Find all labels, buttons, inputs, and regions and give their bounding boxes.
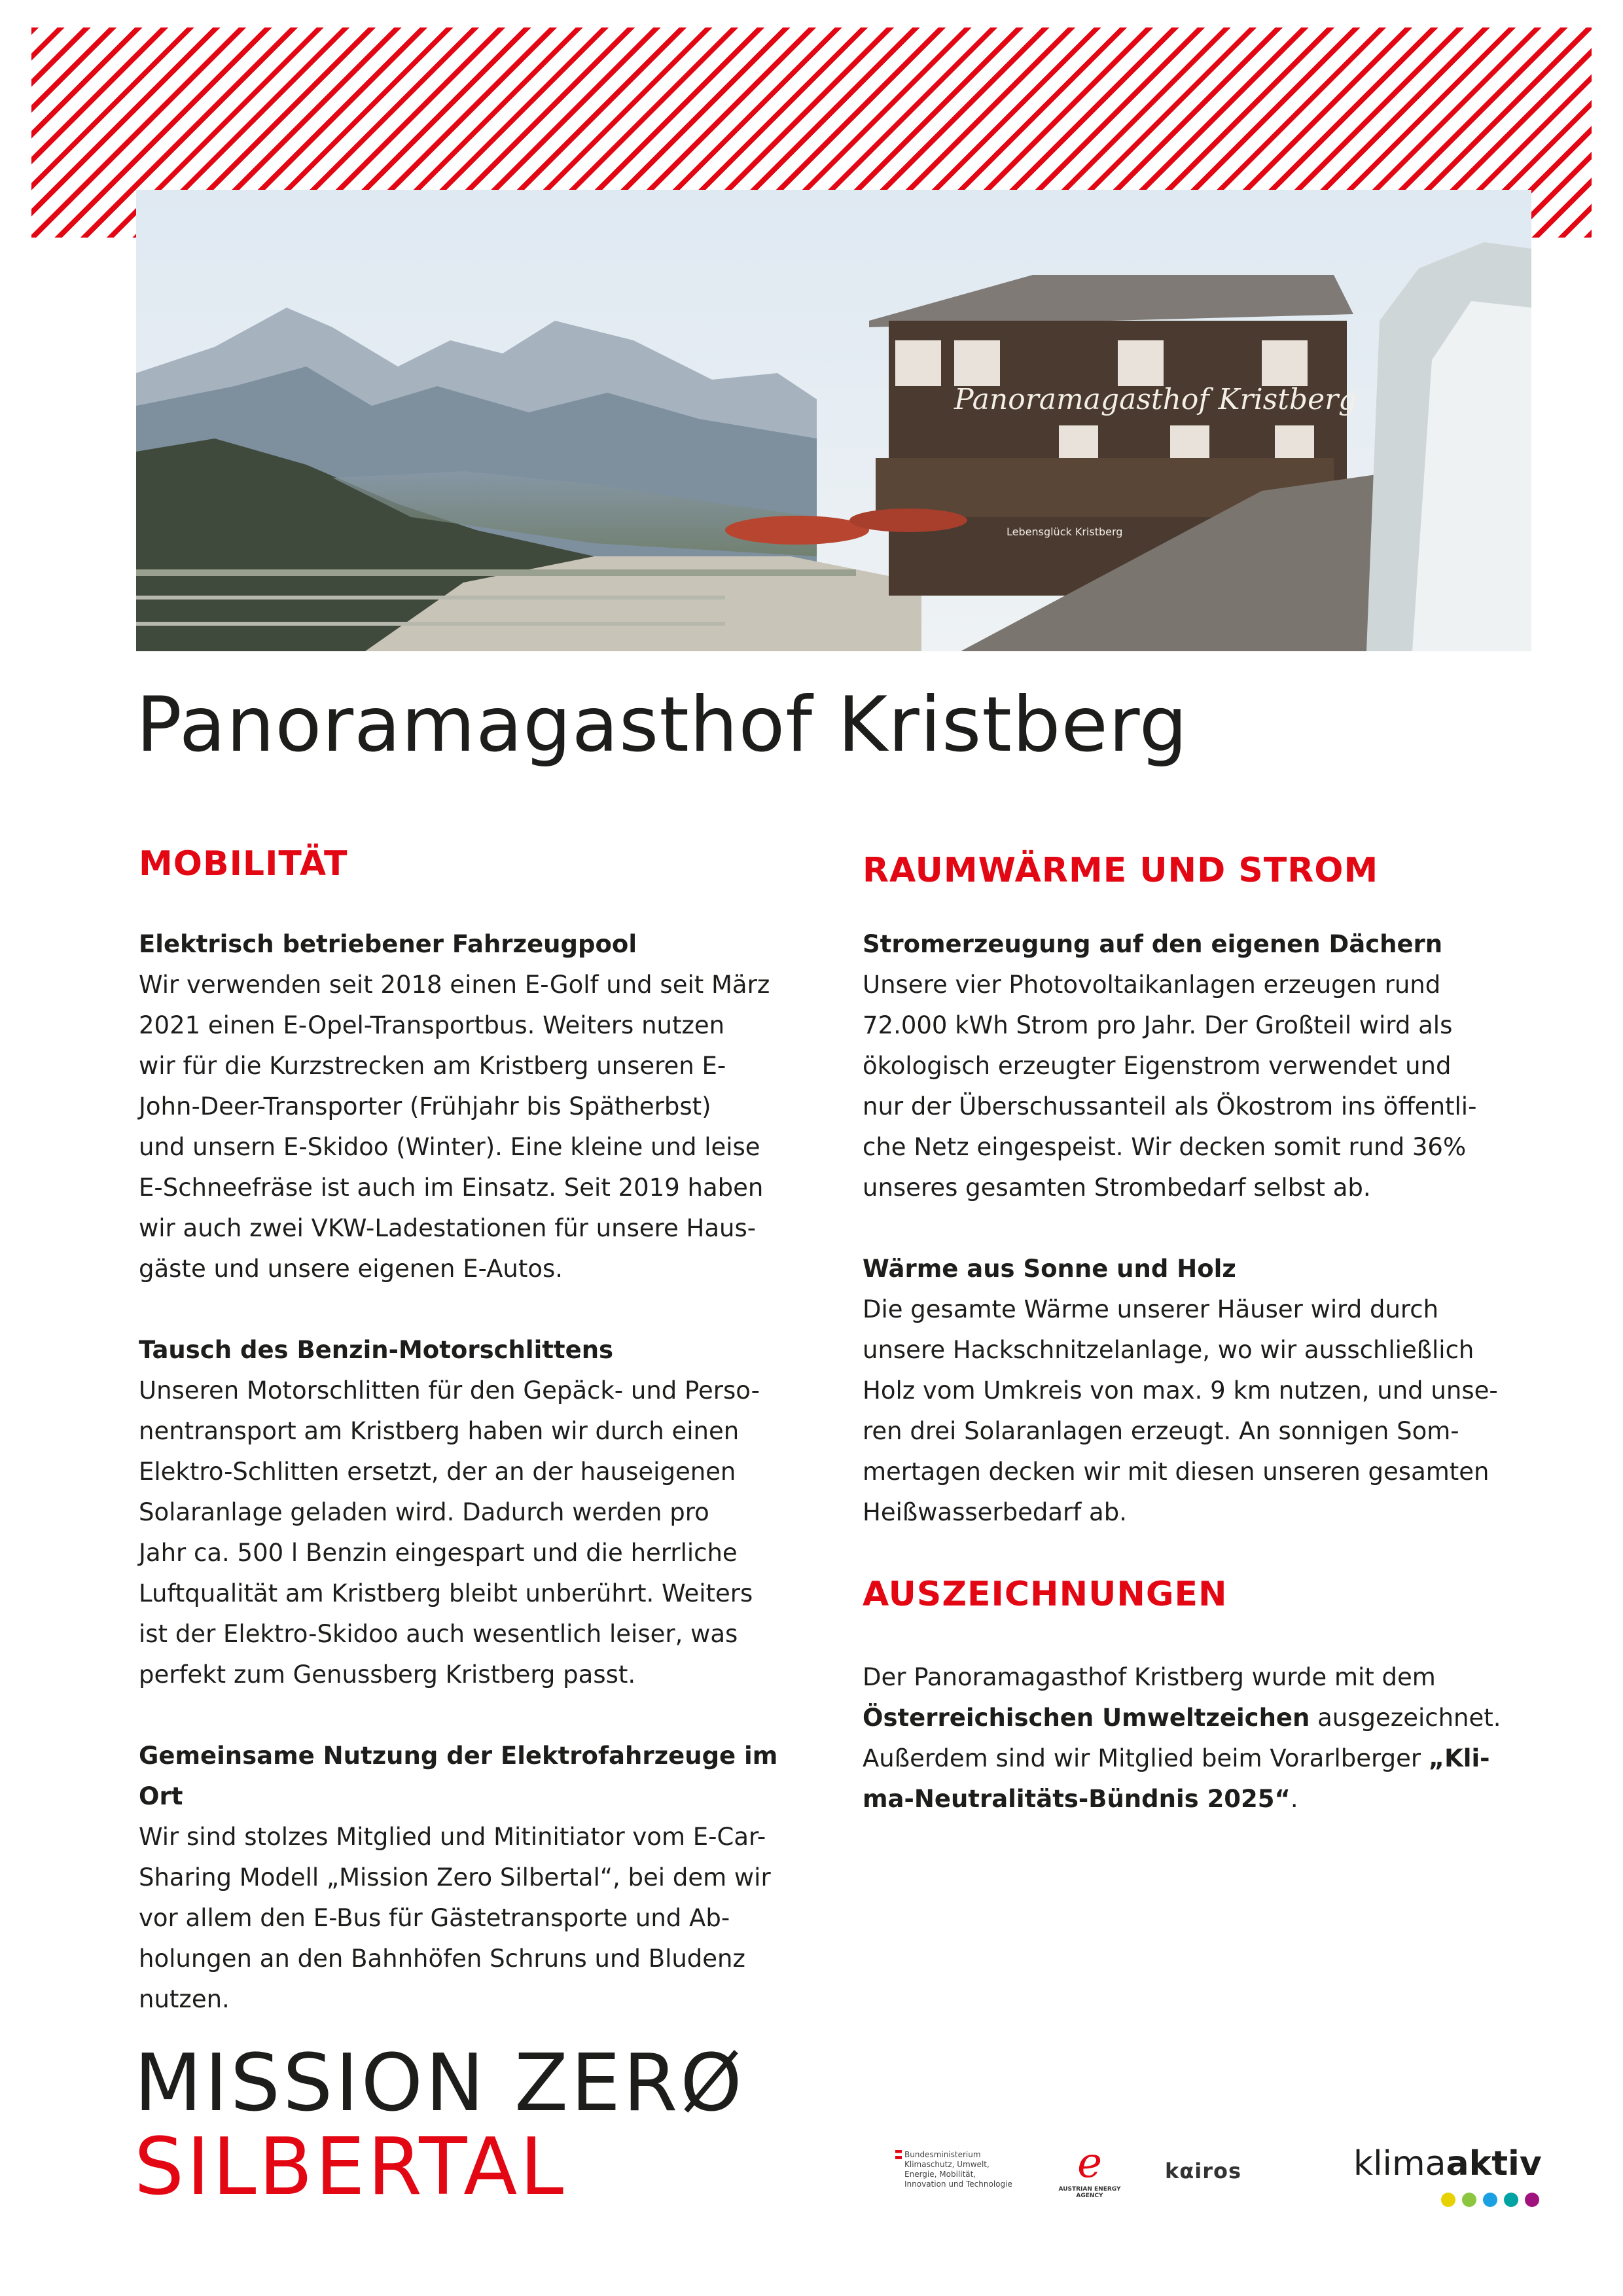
text-line: ren drei Solaranlagen erzeugt. An sonnigen Som- bbox=[863, 1417, 1459, 1445]
mobility-block-3 bbox=[139, 1736, 813, 2020]
photo-sign-text: Panoramagasthof Kristberg bbox=[954, 383, 1357, 416]
text-line: Heißwasserbedarf ab. bbox=[863, 1498, 1127, 1526]
text-line: Der Panoramagasthof Kristberg wurde mit dem bbox=[863, 1663, 1436, 1691]
text-line bbox=[863, 1738, 1556, 1779]
text-line: Jahr ca. 500 l Benzin eingespart und die herrliche bbox=[139, 1539, 738, 1567]
mobility-block-2 bbox=[139, 1330, 813, 1695]
dot-icon bbox=[1462, 2193, 1476, 2207]
block-subtitle: Wärme aus Sonne und Holz bbox=[863, 1255, 1236, 1283]
text-line: Unsere vier Photovoltaikanlagen erzeugen rund bbox=[863, 971, 1441, 999]
awards-block bbox=[863, 1657, 1556, 1820]
ministry-line: Bundesministerium bbox=[904, 2150, 981, 2159]
text-line: 2021 einen E-Opel-Transportbus. Weiters nutzen bbox=[139, 1011, 725, 1039]
text-line: vor allem den E-Bus für Gästetransporte und Ab- bbox=[139, 1904, 730, 1932]
ministry-line: Innovation und Technologie bbox=[904, 2179, 1012, 2189]
text-line: wir für die Kurzstrecken am Kristberg unseren E- bbox=[139, 1052, 726, 1080]
text-line: holungen an den Bahnhöfen Schruns und Bludenz bbox=[139, 1945, 745, 1973]
text-line: perfekt zum Genussberg Kristberg passt. bbox=[139, 1660, 636, 1689]
right-column bbox=[863, 851, 1556, 1820]
block-subtitle: Tausch des Benzin-Motorschlittens bbox=[139, 1336, 614, 1364]
logo-line-2: SILBERTAL bbox=[134, 2122, 567, 2213]
block-subtitle: Stromerzeugung auf den eigenen Dächern bbox=[863, 930, 1443, 958]
text-line: nentransport am Kristberg haben wir durch einen bbox=[139, 1417, 740, 1445]
text-line: Luftqualität am Kristberg bleibt unberührt. Weiters bbox=[139, 1579, 753, 1607]
section-heading-awards: AUSZEICHNUNGEN bbox=[863, 1575, 1228, 1614]
text-line: und unsern E-Skidoo (Winter). Eine kleine und leise bbox=[139, 1133, 760, 1161]
text-fragment: ausgezeichnet. bbox=[1310, 1704, 1501, 1732]
text-line bbox=[863, 1698, 1556, 1738]
kairos-logo: kαiros bbox=[1165, 2159, 1242, 2183]
text-line: ist der Elektro-Skidoo auch wesentlich leiser, was bbox=[139, 1620, 738, 1648]
ministry-line: Klimaschutz, Umwelt, bbox=[904, 2160, 990, 2169]
text-line: Elektro-Schlitten ersetzt, der an der hauseigenen bbox=[139, 1458, 736, 1486]
text-line: Die gesamte Wärme unserer Häuser wird durch bbox=[863, 1295, 1439, 1323]
klimaaktiv-bold: aktiv bbox=[1446, 2144, 1542, 2183]
text-line bbox=[863, 1779, 1556, 1820]
austrian-energy-agency-logo bbox=[1054, 2140, 1126, 2212]
photo-subsign-text: Lebensglück Kristberg bbox=[1007, 526, 1123, 538]
text-line: mertagen decken wir mit diesen unseren gesamten bbox=[863, 1458, 1489, 1486]
klimaaktiv-dots bbox=[1441, 2193, 1546, 2210]
text-line: gäste und unsere eigenen E-Autos. bbox=[139, 1255, 563, 1283]
text-line: unsere Hackschnitzelanlage, wo wir ausschließlich bbox=[863, 1336, 1474, 1364]
page-title: Panoramagasthof Kristberg bbox=[136, 681, 1188, 769]
mobility-block-1 bbox=[139, 924, 813, 1289]
text-line: Wir sind stolzes Mitglied und Mitinitiator vom E-Car- bbox=[139, 1823, 766, 1851]
klimaaktiv-light: klima bbox=[1353, 2144, 1446, 2183]
award-name: Österreichischen Umweltzeichen bbox=[863, 1704, 1310, 1732]
ministry-line: Energie, Mobilität, bbox=[904, 2170, 976, 2179]
text-line: nur der Überschussanteil als Ökostrom ins öffentli- bbox=[863, 1092, 1477, 1121]
text-fragment: Außerdem sind wir Mitglied beim Vorarlberger bbox=[863, 1744, 1429, 1772]
text-line: wir auch zwei VKW-Ladestationen für unsere Haus- bbox=[139, 1214, 757, 1242]
energy-agency-name: AUSTRIAN ENERGY AGENCY bbox=[1058, 2186, 1121, 2199]
dot-icon bbox=[1441, 2193, 1455, 2207]
alliance-name-part: „Kli- bbox=[1428, 1744, 1490, 1772]
left-column bbox=[139, 844, 813, 2020]
text-line: Unseren Motorschlitten für den Gepäck- und Perso- bbox=[139, 1376, 760, 1405]
ministry-logo bbox=[895, 2150, 1026, 2222]
energy-agency-mark-icon: e bbox=[1077, 2139, 1102, 2187]
text-line: John-Deer-Transporter (Frühjahr bis Spätherbst) bbox=[139, 1092, 711, 1121]
text-line: nutzen. bbox=[139, 1985, 230, 2013]
text-fragment: . bbox=[1290, 1785, 1298, 1813]
mission-zero-logo bbox=[134, 2038, 745, 2213]
text-line: Wir verwenden seit 2018 einen E-Golf und seit März bbox=[139, 971, 770, 999]
austria-flag-icon bbox=[895, 2150, 902, 2159]
text-line: ökologisch erzeugter Eigenstrom verwendet und bbox=[863, 1052, 1452, 1080]
dot-icon bbox=[1483, 2193, 1497, 2207]
text-line: E-Schneefräse ist auch im Einsatz. Seit 2019 haben bbox=[139, 1174, 764, 1202]
text-line: che Netz eingespeist. Wir decken somit rund 36% bbox=[863, 1133, 1467, 1161]
energy-block-2 bbox=[863, 1249, 1556, 1533]
block-subtitle: Gemeinsame Nutzung der Elektrofahrzeuge im Ort bbox=[139, 1742, 778, 1810]
hero-photo bbox=[136, 190, 1531, 651]
logo-line-1: MISSION ZERØ bbox=[134, 2038, 745, 2129]
text-line: Sharing Modell „Mission Zero Silbertal“, bei dem wir bbox=[139, 1863, 771, 1892]
section-heading-heat-power: RAUMWÄRME UND STROM bbox=[863, 851, 1379, 890]
text-line: unseres gesamten Strombedarf selbst ab. bbox=[863, 1174, 1371, 1202]
section-heading-mobility: MOBILITÄT bbox=[139, 844, 348, 884]
energy-block-1 bbox=[863, 924, 1556, 1208]
alliance-name-part: ma-Neutralitäts-Bündnis 2025“ bbox=[863, 1785, 1291, 1813]
text-line: 72.000 kWh Strom pro Jahr. Der Großteil wird als bbox=[863, 1011, 1453, 1039]
dot-icon bbox=[1525, 2193, 1539, 2207]
dot-icon bbox=[1504, 2193, 1518, 2207]
block-subtitle: Elektrisch betriebener Fahrzeugpool bbox=[139, 930, 637, 958]
text-line: Solaranlage geladen wird. Dadurch werden pro bbox=[139, 1498, 709, 1526]
text-line: Holz vom Umkreis von max. 9 km nutzen, und unse- bbox=[863, 1376, 1498, 1405]
